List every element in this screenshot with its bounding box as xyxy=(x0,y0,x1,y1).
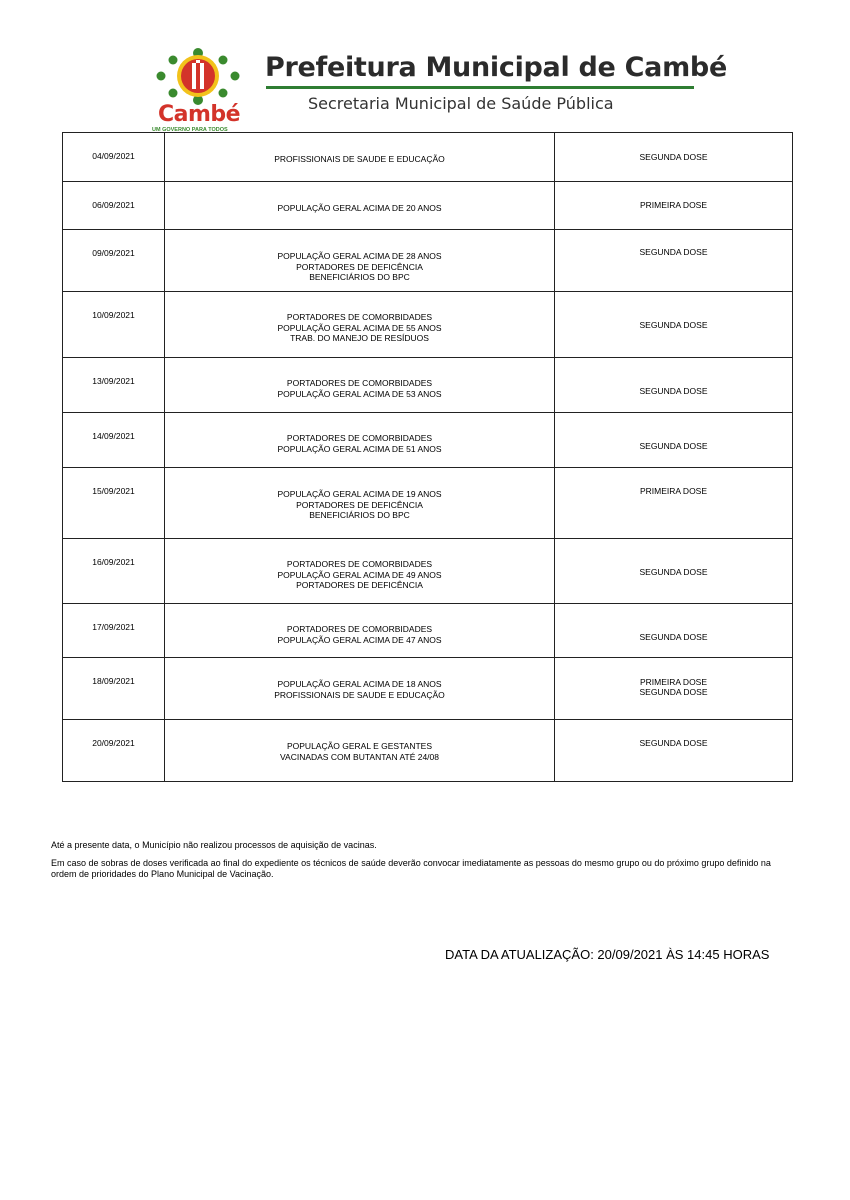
table-row xyxy=(63,539,793,604)
dose-line: SEGUNDA DOSE xyxy=(639,632,708,642)
dose-cell xyxy=(555,413,793,468)
group-line: PORTADORES DE COMORBIDADES xyxy=(286,378,433,388)
dose-cell xyxy=(555,292,793,358)
group-line: PORTADORES DE DEFICÊNCIA xyxy=(296,499,423,510)
date-text: 20/09/2021 xyxy=(92,738,135,748)
date-text: 15/09/2021 xyxy=(92,486,135,496)
group-cell xyxy=(165,182,555,230)
table-row xyxy=(63,720,793,782)
group-line: VACINADAS COM BUTANTAN ATÉ 24/08 xyxy=(279,751,440,762)
title-divider xyxy=(266,86,694,89)
dose-cell xyxy=(555,468,793,539)
group-line: PORTADORES DE COMORBIDADES xyxy=(286,559,433,569)
dose-cell xyxy=(555,182,793,230)
dose-cell xyxy=(555,658,793,720)
group-cell xyxy=(165,539,555,604)
date-cell xyxy=(63,292,165,358)
table-row xyxy=(63,658,793,720)
notes-section xyxy=(51,840,791,887)
table-row xyxy=(63,413,793,468)
dose-line: SEGUNDA DOSE xyxy=(639,152,708,162)
date-text: 16/09/2021 xyxy=(92,557,135,567)
group-line: PORTADORES DE COMORBIDADES xyxy=(286,312,433,322)
date-cell xyxy=(63,604,165,658)
date-text: 10/09/2021 xyxy=(92,310,135,320)
dose-cell xyxy=(555,604,793,658)
dose-line: SEGUNDA DOSE xyxy=(639,320,708,330)
dose-line: SEGUNDA DOSE xyxy=(639,247,708,257)
page-header xyxy=(0,0,850,135)
date-text: 17/09/2021 xyxy=(92,622,135,632)
group-line: BENEFICIÁRIOS DO BPC xyxy=(309,510,410,520)
group-line: POPULAÇÃO GERAL E GESTANTES xyxy=(286,741,432,751)
dose-line: SEGUNDA DOSE xyxy=(639,738,708,748)
date-cell xyxy=(63,413,165,468)
group-line: PROFISSIONAIS DE SAUDE E EDUCAÇÃO xyxy=(274,689,445,700)
date-cell xyxy=(63,182,165,230)
date-text: 04/09/2021 xyxy=(92,151,135,161)
page-title: Prefeitura Municipal de Cambé xyxy=(265,52,727,83)
group-line: POPULAÇÃO GERAL ACIMA DE 53 ANOS xyxy=(277,388,442,399)
group-line: POPULAÇÃO GERAL ACIMA DE 47 ANOS xyxy=(277,634,442,645)
date-text: 06/09/2021 xyxy=(92,200,135,210)
group-cell xyxy=(165,413,555,468)
date-cell xyxy=(63,133,165,182)
group-cell xyxy=(165,720,555,782)
group-cell xyxy=(165,604,555,658)
table-row xyxy=(63,133,793,182)
group-cell xyxy=(165,358,555,413)
group-line: TRAB. DO MANEJO DE RESÍDUOS xyxy=(290,333,429,343)
group-cell xyxy=(165,230,555,292)
group-cell xyxy=(165,658,555,720)
note-leftover-doses: Em caso de sobras de doses verificada ao final do expediente os técnicos de saúde deverão convocar imediatamente as pessoas do mesmo grupo ou do próximo grupo definido na ordem de prioridades do Plano Municipal de Vacinação. xyxy=(51,858,771,879)
dose-cell xyxy=(555,720,793,782)
logo-tagline: UM GOVERNO PARA TODOS xyxy=(152,127,228,133)
note-acquisition: Até a presente data, o Município não realizou processos de aquisição de vacinas. xyxy=(51,840,377,850)
group-line: POPULAÇÃO GERAL ACIMA DE 18 ANOS xyxy=(277,679,442,689)
group-line: PORTADORES DE DEFICÊNCIA xyxy=(296,261,423,272)
dose-line: SEGUNDA DOSE xyxy=(639,567,708,577)
group-cell xyxy=(165,133,555,182)
table-row xyxy=(63,604,793,658)
table-row xyxy=(63,230,793,292)
group-line: BENEFICIÁRIOS DO BPC xyxy=(309,272,410,282)
page-subtitle: Secretaria Municipal de Saúde Pública xyxy=(308,94,614,113)
logo-wordmark: Cambé xyxy=(158,102,241,127)
cambe-logo xyxy=(150,46,245,136)
group-cell xyxy=(165,468,555,539)
cambe-emblem-icon xyxy=(150,46,245,106)
date-text: 14/09/2021 xyxy=(92,431,135,441)
dose-line: SEGUNDA DOSE xyxy=(639,386,708,396)
dose-cell xyxy=(555,230,793,292)
update-timestamp: DATA DA ATUALIZAÇÃO: 20/09/2021 ÀS 14:45 HORAS xyxy=(445,947,770,962)
table-row xyxy=(63,468,793,539)
date-cell xyxy=(63,720,165,782)
group-line: POPULAÇÃO GERAL ACIMA DE 49 ANOS xyxy=(277,569,442,580)
dose-line: PRIMEIRA DOSE xyxy=(639,200,708,210)
dose-cell xyxy=(555,358,793,413)
date-text: 18/09/2021 xyxy=(92,676,135,686)
date-cell xyxy=(63,658,165,720)
group-line: PORTADORES DE COMORBIDADES xyxy=(286,433,433,443)
dose-line: PRIMEIRA DOSE xyxy=(639,677,708,687)
date-text: 13/09/2021 xyxy=(92,376,135,386)
table-row xyxy=(63,182,793,230)
date-cell xyxy=(63,358,165,413)
dose-cell xyxy=(555,539,793,604)
group-line: PROFISSIONAIS DE SAUDE E EDUCAÇÃO xyxy=(274,154,445,164)
table-row xyxy=(63,358,793,413)
date-text: 09/09/2021 xyxy=(92,248,135,258)
date-cell xyxy=(63,230,165,292)
vaccination-schedule-table xyxy=(62,132,793,782)
dose-line: PRIMEIRA DOSE xyxy=(639,486,708,496)
group-line: PORTADORES DE COMORBIDADES xyxy=(286,624,433,634)
group-line: POPULAÇÃO GERAL ACIMA DE 51 ANOS xyxy=(277,443,442,454)
group-line: PORTADORES DE DEFICÊNCIA xyxy=(296,580,423,590)
dose-line: SEGUNDA DOSE xyxy=(639,441,708,451)
group-line: POPULAÇÃO GERAL ACIMA DE 19 ANOS xyxy=(277,489,442,499)
dose-cell xyxy=(555,133,793,182)
date-cell xyxy=(63,539,165,604)
dose-line: SEGUNDA DOSE xyxy=(639,687,708,697)
group-line: POPULAÇÃO GERAL ACIMA DE 55 ANOS xyxy=(277,322,442,333)
group-line: POPULAÇÃO GERAL ACIMA DE 28 ANOS xyxy=(277,251,442,261)
group-cell xyxy=(165,292,555,358)
date-cell xyxy=(63,468,165,539)
table-row xyxy=(63,292,793,358)
group-line: POPULAÇÃO GERAL ACIMA DE 20 ANOS xyxy=(277,203,442,213)
